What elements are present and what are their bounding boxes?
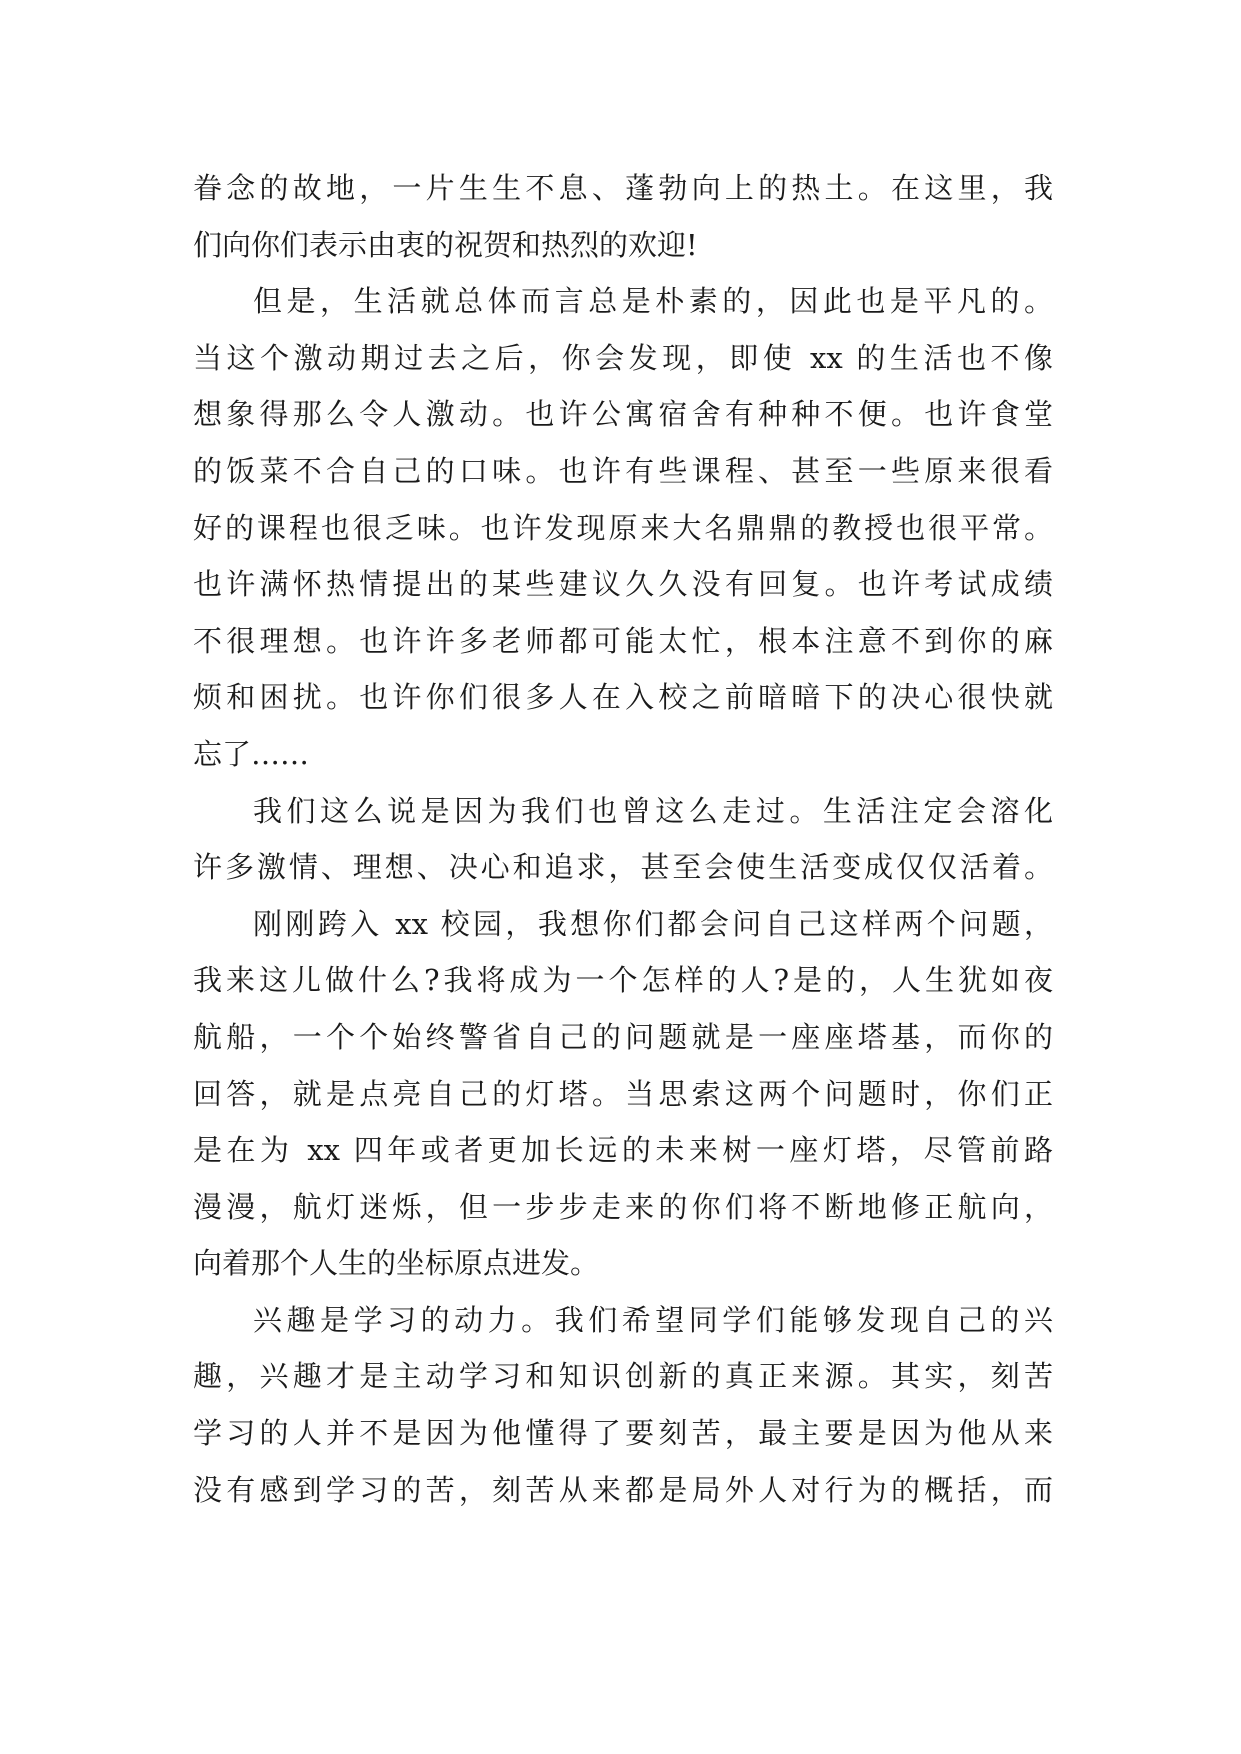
paragraph-first-line: 我们这么说是因为我们也曾这么走过。生活注定会溶化 <box>253 793 1053 828</box>
text-line: 趣，兴趣才是主动学习和知识创新的真正来源。其实，刻苦 <box>193 1359 1053 1394</box>
body-text <box>193 160 1053 1518</box>
text-line: 回答，就是点亮自己的灯塔。当思索这两个问题时，你们正 <box>193 1076 1053 1111</box>
paragraph-first-line: 刚刚跨入 xx 校园，我想你们都会问自己这样两个问题， <box>253 906 1053 941</box>
text-line: 向着那个人生的坐标原点进发。 <box>193 1246 600 1281</box>
text-line: 学习的人并不是因为他懂得了要刻苦，最主要是因为他从来 <box>193 1416 1053 1451</box>
text-line: 许多激情、理想、决心和追求，甚至会使生活变成仅仅活着。 <box>193 850 1053 885</box>
text-line: 我来这儿做什么?我将成为一个怎样的人?是的，人生犹如夜 <box>193 963 1053 998</box>
text-line: 眷念的故地，一片生生不息、蓬勃向上的热土。在这里，我 <box>193 171 1053 205</box>
text-line: 好的课程也很乏味。也许发现原来大名鼎鼎的教授也很平常。 <box>193 510 1053 545</box>
paragraph-first-line: 但是，生活就总体而言总是朴素的，因此也是平凡的。 <box>253 284 1053 319</box>
text-line: 航船，一个个始终警省自己的问题就是一座座塔基，而你的 <box>193 1019 1053 1054</box>
text-line: 烦和困扰。也许你们很多人在入校之前暗暗下的决心很快就 <box>193 680 1053 715</box>
text-line: 漫漫，航灯迷烁，但一步步走来的你们将不断地修正航向， <box>193 1189 1053 1224</box>
text-line: 们向你们表示由衷的祝贺和热烈的欢迎! <box>193 227 698 262</box>
text-line: 忘了…… <box>193 736 310 771</box>
text-line: 也许满怀热情提出的某些建议久久没有回复。也许考试成绩 <box>193 567 1053 602</box>
paragraph-first-line: 兴趣是学习的动力。我们希望同学们能够发现自己的兴 <box>253 1302 1053 1337</box>
text-line: 想象得那么令人激动。也许公寓宿舍有种种不便。也许食堂 <box>193 397 1053 432</box>
text-line: 不很理想。也许许多老师都可能太忙，根本注意不到你的麻 <box>193 623 1053 658</box>
text-line: 的饭菜不合自己的口味。也许有些课程、甚至一些原来很看 <box>193 453 1053 488</box>
text-line: 是在为 xx 四年或者更加长远的未来树一座灯塔，尽管前路 <box>193 1133 1053 1168</box>
text-line: 当这个激动期过去之后，你会发现，即使 xx 的生活也不像 <box>193 340 1053 375</box>
text-line: 没有感到学习的苦，刻苦从来都是局外人对行为的概括，而 <box>193 1472 1053 1507</box>
